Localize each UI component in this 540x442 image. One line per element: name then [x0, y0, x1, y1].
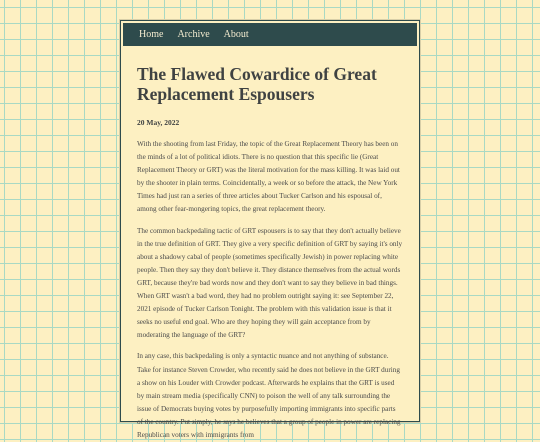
post-paragraph-1: With the shooting from last Friday, the topic of the Great Replacement Theory has been on the minds of a lot of political idiots. There is no question that this specific lie (Great Replacement Theory or GRT) was the literal motivation for the mass killing. It was laid out by the shooter in plain terms. Coincidentally, a week or so before the attack, the New York Times had just ran a series of three articles about Tucker Carlson and his espousal of, among other fear-mongering topics, the great replacement theory. — [137, 140, 400, 214]
post-paragraph-3: In any case, this backpedaling is only a syntactic nuance and not anything of substance. Take for instance Steven Crowder, who recently said he does not believe in the GRT during a show on his Louder with Crowder podcast. Afterwards he explains that the GRT is used by main stream media (specifically CNN) to poison the well of any talk surrounding the issue of Democrats buying votes by purposefully importing immigrants into specific parts of the country. Put simply, he says he believes that a group of people in power are replacing Republican voters with immigrants from — [137, 352, 401, 439]
post-content — [121, 48, 419, 442]
nav-link-about[interactable]: About — [223, 29, 249, 40]
article-page — [120, 20, 420, 439]
nav-link-home[interactable]: Home — [139, 29, 164, 40]
post-title: The Flawed Cowardice of Great Replacement Espousers — [137, 64, 377, 104]
top-nav — [121, 21, 419, 48]
post-paragraph-2: The common backpedaling tactic of GRT espousers is to say that they don't actually believe in the true definition of GRT. They give a very specific definition of GRT by saying it's only about a shadowy cabal of people (sometimes specifically Jewish) in power replacing white people. Then they say they don't believe it. They distance themselves from the actual words GRT, because they're bad words now and they don't want to say they believe in bad things. When GRT wasn't a bad word, they had no problem outright saying it: see September 22, 2021 episode of Tucker Carlson Tonight. The problem with this validation issue is that it seeks no useful end goal. Who are they hoping they will gain acceptance from by moderating the language of the GRT? — [137, 226, 403, 340]
nav-link-archive[interactable]: Archive — [177, 29, 210, 40]
post-date: 20 May, 2022 — [137, 118, 180, 127]
